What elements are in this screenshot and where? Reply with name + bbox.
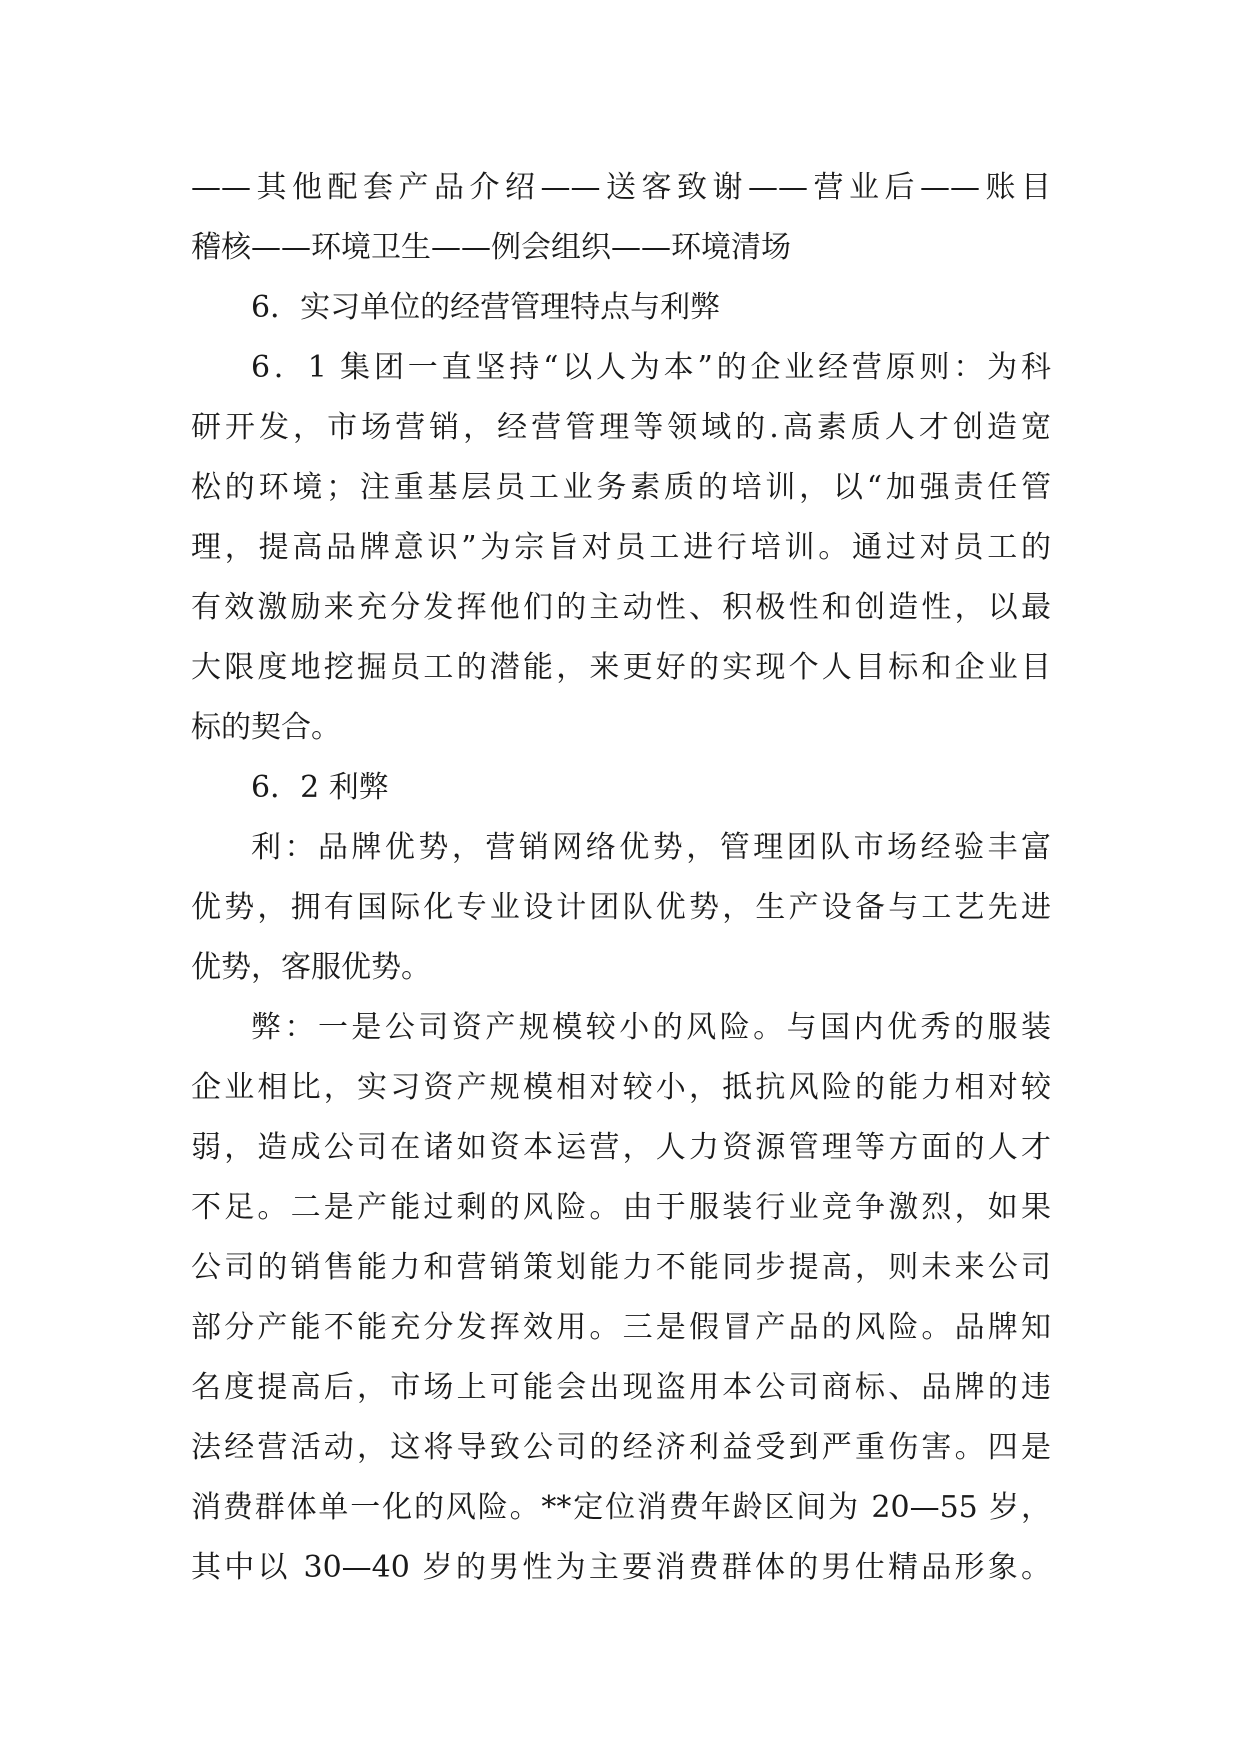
text-line: 公司的销售能力和营销策划能力不能同步提高，则未来公司	[191, 1250, 1051, 1285]
paragraph-start: 弊：一是公司资产规模较小的风险。与国内优秀的服装	[251, 1010, 1051, 1045]
text-line: 标的契合。	[191, 710, 341, 745]
text-line: 部分产能不能充分发挥效用。三是假冒产品的风险。品牌知	[191, 1310, 1051, 1345]
text-line: 其中以 30—40 岁的男性为主要消费群体的男仕精品形象。	[191, 1550, 1051, 1585]
text-line: 大限度地挖掘员工的潜能，来更好的实现个人目标和企业目	[191, 650, 1051, 685]
text-line: 名度提高后，市场上可能会出现盗用本公司商标、品牌的违	[191, 1370, 1051, 1405]
text-line: 优势，客服优势。	[191, 950, 431, 985]
text-line: 不足。二是产能过剩的风险。由于服装行业竞争激烈，如果	[191, 1190, 1051, 1225]
text-line: 有效激励来充分发挥他们的主动性、积极性和创造性，以最	[191, 590, 1051, 625]
document-page	[191, 158, 1051, 1598]
text-line: 理，提高品牌意识”为宗旨对员工进行培训。通过对员工的	[191, 530, 1051, 565]
text-line: 研开发，市场营销，经营管理等领域的.高素质人才创造宽	[191, 410, 1051, 445]
text-line: 弱，造成公司在诸如资本运营，人力资源管理等方面的人才	[191, 1130, 1051, 1165]
text-line: 松的环境；注重基层员工业务素质的培训，以“加强责任管	[191, 470, 1051, 505]
text-line: 优势，拥有国际化专业设计团队优势，生产设备与工艺先进	[191, 890, 1051, 925]
text-line: ——其他配套产品介绍——送客致谢——营业后——账目	[191, 170, 1051, 205]
text-line: 法经营活动，这将导致公司的经济利益受到严重伤害。四是	[191, 1430, 1051, 1465]
text-line: 企业相比，实习资产规模相对较小，抵抗风险的能力相对较	[191, 1070, 1051, 1105]
section-heading: 6．实习单位的经营管理特点与利弊	[251, 290, 721, 325]
paragraph-start: 利：品牌优势，营销网络优势，管理团队市场经验丰富	[251, 830, 1051, 865]
text-line: 消费群体单一化的风险。**定位消费年龄区间为 20—55 岁，	[191, 1490, 1051, 1525]
text-line: 稽核——环境卫生——例会组织——环境清场	[191, 230, 791, 265]
section-heading: 6．2 利弊	[251, 770, 389, 805]
paragraph-start: 6．1 集团一直坚持“以人为本”的企业经营原则：为科	[251, 350, 1051, 385]
